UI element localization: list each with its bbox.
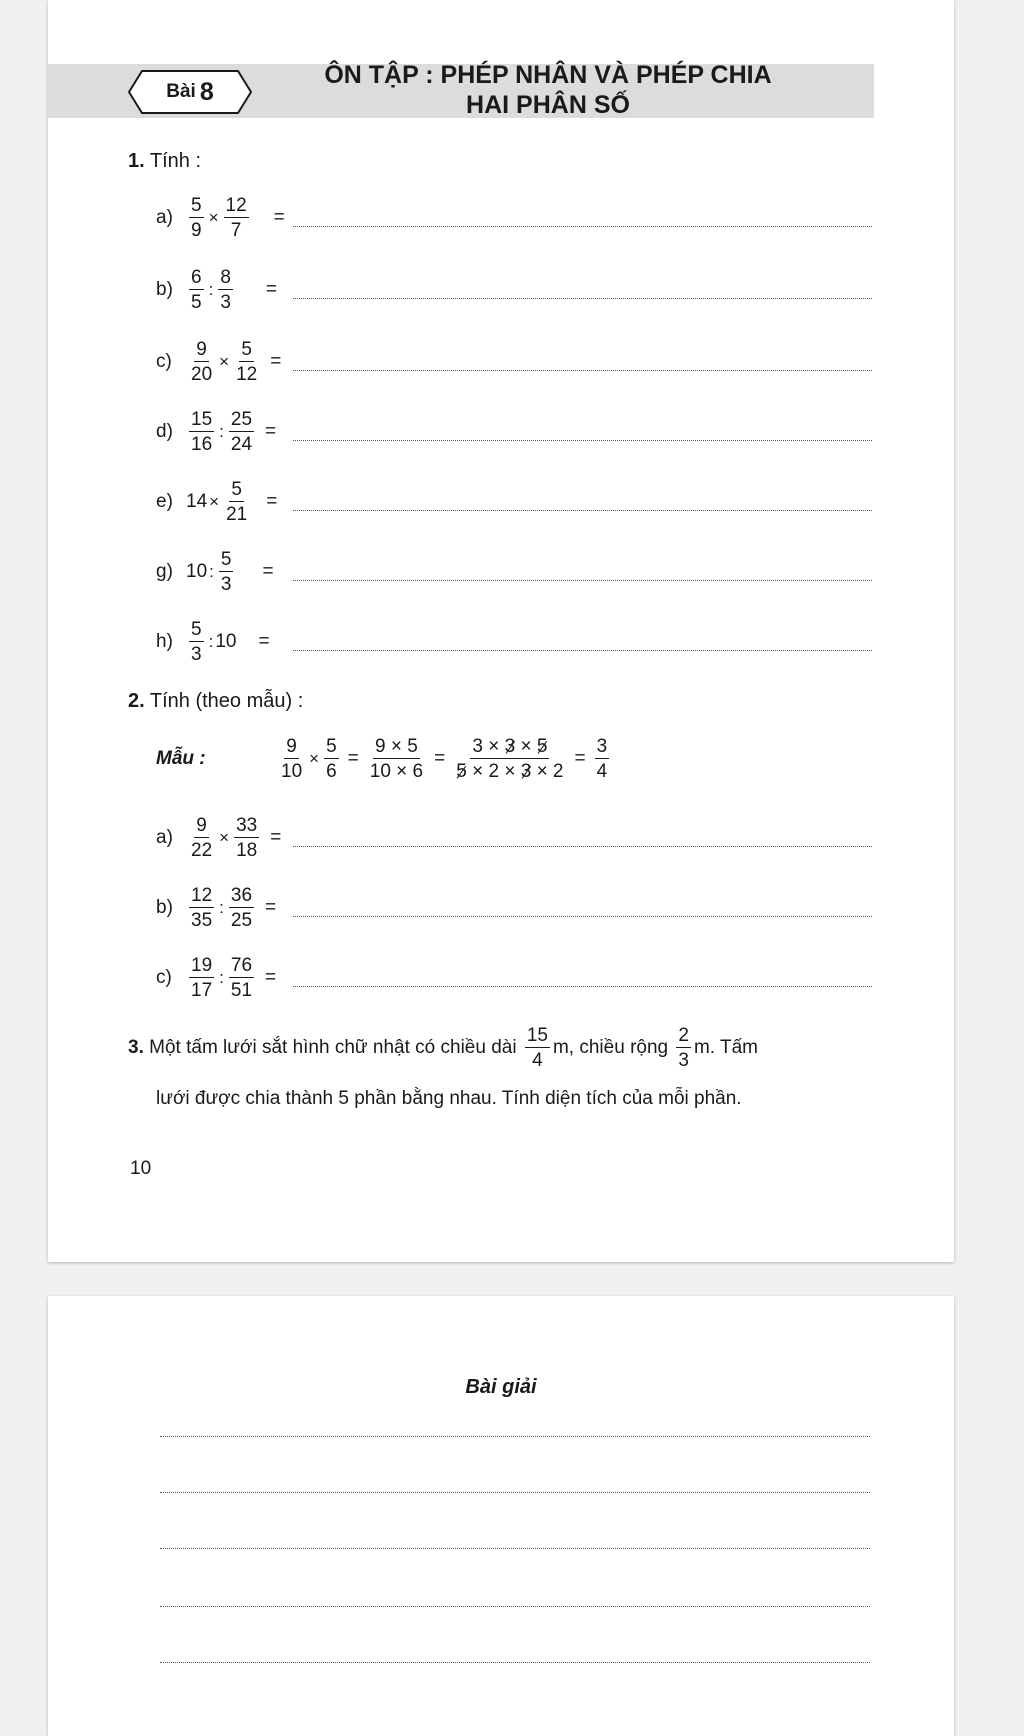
- denominator: 3: [220, 292, 231, 313]
- width-fraction: [676, 1026, 691, 1070]
- badge-label: Bài: [166, 81, 196, 102]
- operator: ×: [309, 749, 320, 768]
- worksheet-page-2: [48, 1296, 954, 1736]
- fraction: [189, 816, 214, 860]
- denominator: 9: [191, 220, 202, 241]
- denominator: 10 × 6: [369, 761, 424, 782]
- numerator: 9: [196, 815, 207, 836]
- operator: ×: [209, 492, 220, 511]
- equals-sign: =: [266, 491, 278, 512]
- operator: ×: [219, 352, 230, 371]
- numerator: 36: [230, 885, 253, 906]
- fraction: [219, 550, 234, 594]
- ex3-text-a: Một tấm lưới sắt hình chữ nhật có chiều dài: [149, 1037, 517, 1059]
- cancelled-factor: 3: [504, 736, 516, 757]
- numerator: 15: [526, 1025, 548, 1046]
- factor: ×: [520, 736, 532, 757]
- ex1-item-b: [156, 262, 285, 318]
- numerator: 9: [196, 339, 207, 360]
- numerator: 19: [191, 955, 213, 976]
- numerator: [470, 737, 549, 759]
- denominator: [454, 759, 565, 781]
- answer-line[interactable]: [293, 440, 872, 441]
- denominator: 51: [230, 980, 253, 1001]
- equals-sign: =: [258, 631, 270, 652]
- fraction: [279, 737, 304, 781]
- denominator: 12: [236, 364, 258, 385]
- equals-sign: =: [434, 748, 446, 769]
- denominator: 16: [191, 434, 213, 455]
- worksheet-page-1: [48, 0, 954, 1262]
- whole-number: 10: [186, 561, 208, 582]
- ex1-item-e: [156, 474, 285, 530]
- denominator: 6: [326, 761, 337, 782]
- ex1-heading: [128, 150, 201, 173]
- answer-line[interactable]: [293, 226, 872, 227]
- ex3-number: 3.: [128, 1037, 144, 1059]
- ex2-item-a: [156, 810, 289, 866]
- whole-number: 10: [215, 631, 237, 652]
- factor: × 2 ×: [472, 761, 516, 782]
- cancelled-fraction: [454, 737, 565, 781]
- operator: ×: [219, 828, 230, 847]
- ex2-item-c: [156, 950, 284, 1006]
- equals-sign: =: [347, 748, 359, 769]
- numerator: 9: [286, 736, 297, 757]
- denominator: 5: [191, 292, 202, 313]
- numerator: 76: [230, 955, 253, 976]
- item-label: d): [156, 421, 173, 442]
- denominator: 24: [230, 434, 253, 455]
- cancelled-factor: 5: [536, 736, 548, 757]
- fraction: [324, 737, 339, 781]
- ex1-item-h: [156, 614, 278, 670]
- numerator: 5: [231, 479, 242, 500]
- denominator: 21: [226, 504, 248, 525]
- length-fraction: [525, 1026, 550, 1070]
- numerator: 5: [326, 736, 337, 757]
- ex3-problem: [128, 1026, 928, 1114]
- item-label: b): [156, 897, 173, 918]
- numerator: 8: [220, 267, 231, 288]
- fraction: [189, 196, 204, 240]
- ex3-text-c: m. Tấm: [693, 1037, 759, 1059]
- ex1-item-g: [156, 544, 282, 600]
- ex1-item-a: [156, 190, 293, 246]
- title-line-2: HAI PHÂN SỐ: [466, 91, 630, 119]
- badge-number: 8: [199, 77, 214, 106]
- answer-line[interactable]: [293, 846, 872, 847]
- operator: :: [219, 898, 224, 917]
- denominator: 17: [191, 980, 213, 1001]
- fraction: [234, 340, 259, 384]
- numerator: 6: [191, 267, 202, 288]
- numerator: 5: [220, 549, 232, 570]
- item-label: h): [156, 631, 173, 652]
- answer-line[interactable]: [293, 916, 872, 917]
- answer-line[interactable]: [293, 986, 872, 987]
- denominator: 18: [236, 840, 258, 861]
- denominator: 3: [220, 574, 232, 595]
- solution-heading: Bài giải: [465, 1376, 537, 1398]
- answer-line[interactable]: [293, 580, 872, 581]
- fraction: [229, 886, 254, 930]
- denominator: 7: [230, 220, 242, 241]
- fraction: [189, 340, 214, 384]
- operator: :: [219, 968, 224, 987]
- fraction: [189, 956, 214, 1000]
- operator: ×: [208, 208, 219, 227]
- cancelled-factor: 5: [456, 761, 467, 782]
- ex2-number: 2.: [128, 690, 145, 712]
- denominator: 25: [230, 910, 253, 931]
- ex1-title: Tính :: [149, 150, 202, 172]
- equals-sign: =: [265, 967, 277, 988]
- fraction: [224, 480, 249, 524]
- answer-line[interactable]: [293, 370, 872, 371]
- equals-sign: =: [270, 827, 282, 848]
- fraction: [368, 737, 425, 781]
- solution-line[interactable]: [160, 1492, 870, 1493]
- fraction: [218, 268, 233, 312]
- denominator: 3: [191, 644, 202, 665]
- ex1-item-d: [156, 404, 284, 460]
- numerator: 2: [678, 1025, 689, 1046]
- fraction: [189, 886, 214, 930]
- item-label: g): [156, 561, 173, 582]
- item-label: c): [156, 967, 172, 988]
- numerator: 9 × 5: [375, 736, 418, 757]
- solution-line[interactable]: [160, 1606, 870, 1607]
- fraction: [234, 816, 259, 860]
- sample-label: Mẫu :: [156, 748, 206, 769]
- ex1-item-c: [156, 334, 289, 390]
- denominator: 20: [191, 364, 213, 385]
- lesson-title: [268, 60, 828, 120]
- item-label: b): [156, 279, 173, 300]
- denominator: 4: [596, 761, 608, 782]
- solution-line[interactable]: [160, 1548, 870, 1549]
- equals-sign: =: [265, 897, 277, 918]
- numerator: 12: [225, 195, 247, 216]
- ex2-title: Tính (theo mẫu) :: [149, 690, 304, 712]
- ex2-heading: [128, 690, 303, 713]
- operator: :: [208, 632, 214, 651]
- fraction: [189, 268, 204, 312]
- item-label: a): [156, 207, 173, 228]
- numerator: 15: [191, 409, 213, 430]
- denominator: 4: [532, 1050, 543, 1071]
- equals-sign: =: [273, 207, 285, 228]
- answer-line[interactable]: [293, 650, 872, 651]
- whole-number: 14: [186, 491, 208, 512]
- equals-sign: =: [574, 748, 586, 769]
- cancelled-factor: 3: [520, 761, 532, 782]
- numerator: 12: [191, 885, 213, 906]
- ex3-text-b: m, chiều rộng: [552, 1037, 669, 1059]
- fraction: [224, 196, 249, 240]
- lesson-badge: [128, 70, 252, 114]
- answer-line[interactable]: [293, 298, 872, 299]
- equals-sign: =: [270, 351, 282, 372]
- answer-line[interactable]: [293, 510, 872, 511]
- operator: :: [209, 562, 214, 581]
- fraction: [595, 737, 610, 781]
- item-label: e): [156, 491, 173, 512]
- operator: :: [208, 280, 214, 299]
- factor: 3 ×: [472, 736, 500, 757]
- sample-worked-example: [156, 724, 612, 794]
- fraction: [229, 410, 254, 454]
- denominator: 3: [678, 1050, 689, 1071]
- numerator: 25: [230, 409, 253, 430]
- ex3-text-line2: lưới được chia thành 5 phần bằng nhau. Tính diện tích của mỗi phần.: [156, 1088, 742, 1109]
- equals-sign: =: [265, 421, 277, 442]
- factor: × 2: [536, 761, 564, 782]
- solution-line[interactable]: [160, 1662, 870, 1663]
- fraction: [189, 410, 214, 454]
- denominator: 35: [191, 910, 213, 931]
- ex2-item-b: [156, 880, 284, 936]
- ex1-number: 1.: [128, 150, 145, 172]
- equals-sign: =: [265, 279, 277, 300]
- title-line-1: ÔN TẬP : PHÉP NHÂN VÀ PHÉP CHIA: [324, 61, 772, 89]
- denominator: 22: [191, 840, 213, 861]
- item-label: c): [156, 351, 172, 372]
- page-number: 10: [130, 1158, 152, 1179]
- fraction: [229, 956, 254, 1000]
- operator: :: [219, 422, 224, 441]
- numerator: 5: [241, 339, 252, 360]
- numerator: 33: [236, 815, 258, 836]
- numerator: 5: [191, 195, 202, 216]
- solution-line[interactable]: [160, 1436, 870, 1437]
- numerator: 5: [191, 619, 202, 640]
- item-label: a): [156, 827, 173, 848]
- equals-sign: =: [262, 561, 274, 582]
- numerator: 3: [596, 736, 608, 757]
- denominator: 10: [281, 761, 303, 782]
- fraction: [189, 620, 204, 664]
